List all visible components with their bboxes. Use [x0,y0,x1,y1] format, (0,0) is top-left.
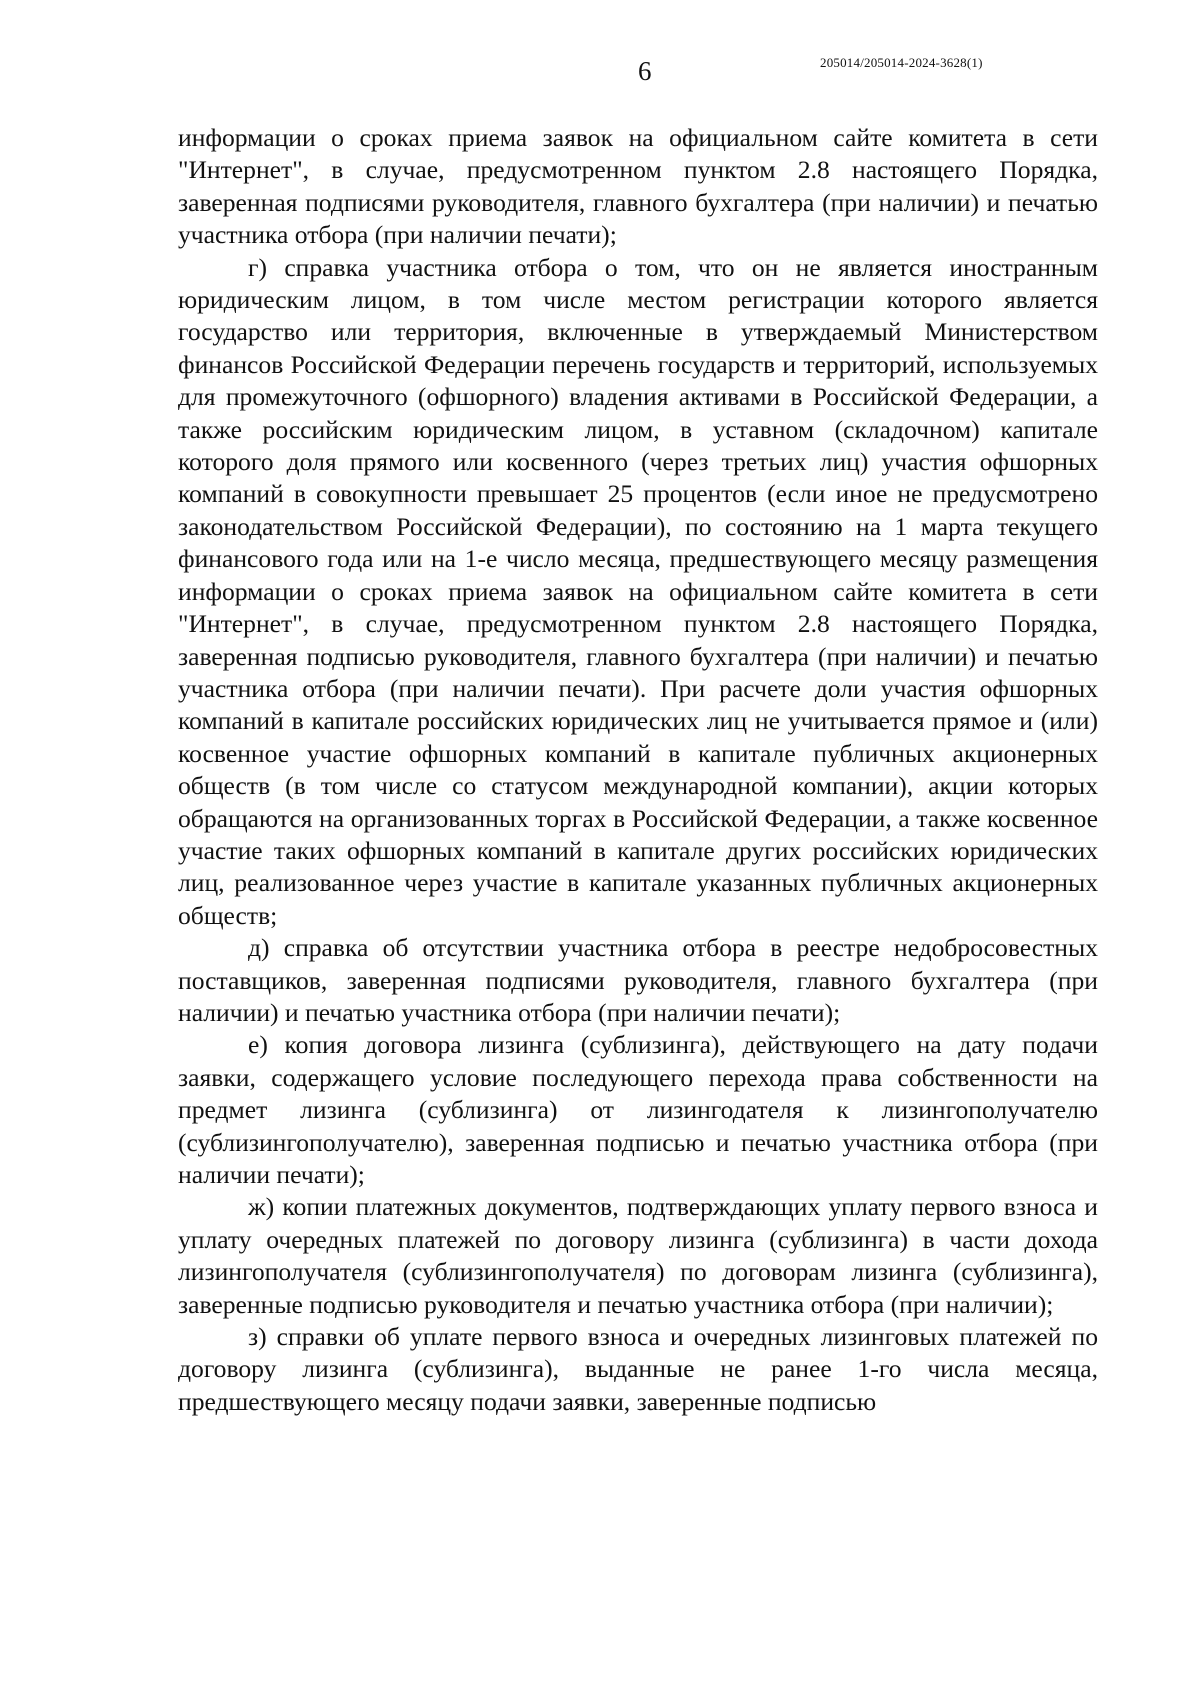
paragraph-item-zh: ж) копии платежных документов, подтверждающих уплату первого взноса и уплату очередных платежей по договору лизинга (сублизинга) в части дохода лизингополучателя (сублизингополучателя) по договорам лизинга (сублизинга), заверенные подписью руководителя и печатью участника отбора (при наличии); [178,1192,1098,1319]
document-code: 205014/205014-2024-3628(1) [820,55,983,70]
paragraph-item-g: г) справка участника отбора о том, что он не является иностранным юридическим лицом, в том числе местом регистрации которого является государство или территория, включенные в утверждаемый Министерством финансов Российской Федерации перечень государств и территорий, используемых для промежуточного (офшорного) владения активами в Российской Федерации, а также российским юридическим лицом, в уставном (складочном) капитале которого доля прямого или косвенного (через третьих лиц) участия офшорных компаний в совокупности превышает 25 процентов (если иное не предусмотрено законодательством Российской Федерации), по состоянию на 1 марта текущего финансового года или на 1-е число месяца, предшествующего месяцу размещения информации о сроках приема заявок на официальном сайте комитета в сети "Интернет", в случае, предусмотренном пунктом 2.8 настоящего Порядка, заверенная подписью руководителя, главного бухгалтера (при наличии) и печатью участника отбора (при наличии печати). При расчете доли участия офшорных компаний в капитале российских юридических лиц не учитывается прямое и (или) косвенное участие офшорных компаний в капитале публичных акционерных обществ (в том числе со статусом международной компании), акции которых обращаются на организованных торгах в Российской Федерации, а также косвенное участие таких офшорных компаний в капитале других российских юридических лиц, реализованное через участие в капитале указанных публичных акционерных обществ; [178,252,1098,930]
page-number: 6 [638,56,652,86]
paragraph-continuation: информации о сроках приема заявок на официальном сайте комитета в сети "Интернет", в случае, предусмотренном пунктом 2.8 настоящего Порядка, заверенная подписями руководителя, главного бухгалтера (при наличии) и печатью участника отбора (при наличии печати); [178,123,1098,250]
document-body [178,122,1098,1418]
paragraph-item-d: д) справка об отсутствии участника отбора в реестре недобросовестных поставщиков, заверенная подписями руководителя, главного бухгалтера (при наличии) и печатью участника отбора (при наличии печати); [178,933,1098,1027]
paragraph-item-e: е) копия договора лизинга (сублизинга), действующего на дату подачи заявки, содержащего условие последующего перехода права собственности на предмет лизинга (сублизинга) от лизингодателя к лизингополучателю (сублизингополучателю), заверенная подписью и печатью участника отбора (при наличии печати); [178,1030,1098,1189]
paragraph-item-z: з) справки об уплате первого взноса и очередных лизинговых платежей по договору лизинга (сублизинга), выданные не ранее 1-го числа месяца, предшествующего месяцу подачи заявки, заверенные подписью [178,1322,1098,1416]
